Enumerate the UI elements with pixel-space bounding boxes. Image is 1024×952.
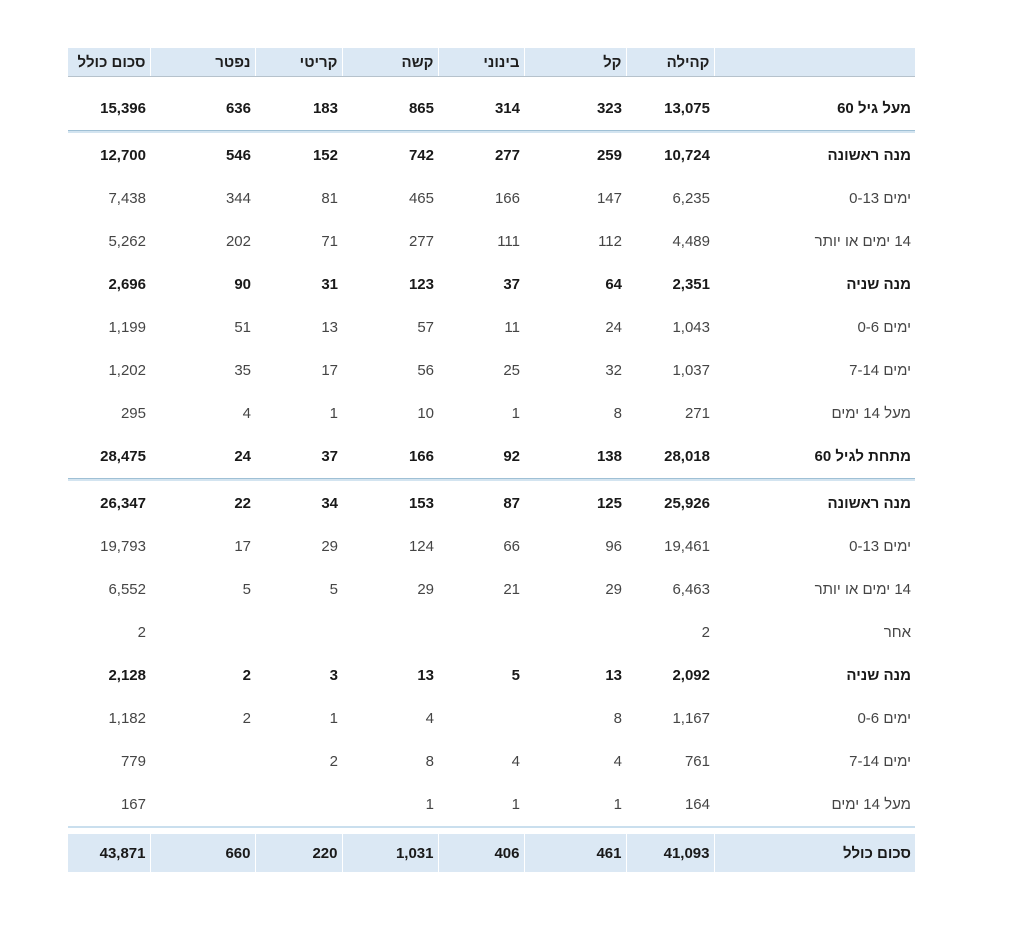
total-value-cell: 41,093 [626, 834, 714, 872]
value-cell: 153 [408, 495, 434, 512]
value-cell: 13 [321, 319, 338, 336]
value-cell: 465 [408, 190, 434, 207]
value-cell: 1 [329, 710, 338, 727]
value-cell [255, 783, 342, 826]
row-label: מתחת לגיל 60 [814, 448, 911, 465]
value-cell: 29 [417, 581, 434, 598]
column-header-rowlabels [714, 48, 915, 77]
value-cell: 17 [321, 362, 338, 379]
value-cell: 1,182 [108, 710, 146, 727]
table-row [68, 134, 915, 177]
value-cell: 277 [408, 233, 434, 250]
value-cell: 1 [613, 796, 622, 813]
value-cell: 2 [329, 753, 338, 770]
value-cell: 10 [417, 405, 434, 422]
value-cell: 779 [120, 753, 146, 770]
value-cell: 5 [242, 581, 251, 598]
value-cell [150, 783, 255, 826]
value-cell: 2,092 [672, 667, 710, 684]
value-cell: 81 [321, 190, 338, 207]
row-label: ימים 0-13 [849, 190, 911, 207]
value-cell: 295 [120, 405, 146, 422]
value-cell: 6,552 [108, 581, 146, 598]
table-row [68, 349, 915, 392]
column-header-critical: קריטי [255, 48, 342, 77]
row-label: מנה ראשונה [827, 495, 911, 512]
value-cell [342, 611, 438, 654]
value-cell [524, 611, 626, 654]
table-row [68, 525, 915, 568]
value-cell: 12,700 [100, 147, 146, 164]
value-cell: 37 [503, 276, 520, 293]
value-cell: 5 [511, 667, 520, 684]
value-cell: 25,926 [664, 495, 710, 512]
value-cell: 1,202 [108, 362, 146, 379]
value-cell: 28,475 [100, 448, 146, 465]
value-cell: 13,075 [664, 100, 710, 117]
value-cell: 1 [329, 405, 338, 422]
value-cell: 147 [596, 190, 622, 207]
column-header-severe: קשה [342, 48, 438, 77]
value-cell: 24 [234, 448, 251, 465]
value-cell: 19,461 [664, 538, 710, 555]
row-label: מנה שניה [846, 667, 911, 684]
value-cell: 1,037 [672, 362, 710, 379]
value-cell: 2 [137, 624, 146, 641]
total-row-label: סכום כולל [714, 834, 915, 872]
table-row [68, 697, 915, 740]
value-cell: 37 [321, 448, 338, 465]
value-cell: 7,438 [108, 190, 146, 207]
row-label: מעל גיל 60 [837, 100, 911, 117]
value-cell [438, 697, 524, 740]
row-label: מנה שניה [846, 276, 911, 293]
value-cell: 13 [605, 667, 622, 684]
column-header-deceased: נפטר [150, 48, 255, 77]
total-value-cell: 660 [150, 834, 255, 872]
value-cell [150, 740, 255, 783]
value-cell: 2 [242, 667, 251, 684]
column-header-community: קהילה [626, 48, 714, 77]
table-row [68, 306, 915, 349]
row-label: מעל 14 ימים [831, 796, 911, 813]
column-header-mild: קל [524, 48, 626, 77]
value-cell: 35 [234, 362, 251, 379]
value-cell: 4 [613, 753, 622, 770]
value-cell: 8 [425, 753, 434, 770]
row-label: ימים 0-6 [857, 710, 911, 727]
value-cell: 344 [225, 190, 251, 207]
spacer-row [68, 77, 915, 88]
value-cell: 87 [503, 495, 520, 512]
row-label: אחר [883, 624, 911, 641]
value-cell: 3 [329, 667, 338, 684]
value-cell: 166 [408, 448, 434, 465]
value-cell [438, 611, 524, 654]
value-cell: 66 [503, 538, 520, 555]
value-cell: 183 [312, 100, 338, 117]
value-cell: 2 [242, 710, 251, 727]
value-cell: 29 [321, 538, 338, 555]
table-row [68, 87, 915, 130]
total-row [68, 834, 915, 872]
row-label: 14 ימים או יותר [814, 233, 911, 250]
row-label: ימים 0-13 [849, 538, 911, 555]
value-cell: 2,351 [672, 276, 710, 293]
value-cell: 22 [234, 495, 251, 512]
value-cell: 21 [503, 581, 520, 598]
value-cell: 742 [408, 147, 434, 164]
row-label: ימים 7-14 [849, 753, 911, 770]
value-cell: 31 [321, 276, 338, 293]
table-row [68, 611, 915, 654]
value-cell: 125 [596, 495, 622, 512]
table-row [68, 435, 915, 478]
value-cell: 1,043 [672, 319, 710, 336]
value-cell: 1 [425, 796, 434, 813]
value-cell: 111 [497, 233, 520, 250]
value-cell: 636 [225, 100, 251, 117]
table-row [68, 783, 915, 826]
value-cell: 259 [596, 147, 622, 164]
total-value-cell: 43,871 [68, 834, 150, 872]
row-label: ימים 7-14 [849, 362, 911, 379]
value-cell: 546 [225, 147, 251, 164]
value-cell: 56 [417, 362, 434, 379]
value-cell: 15,396 [100, 100, 146, 117]
total-value-cell: 461 [524, 834, 626, 872]
value-cell: 123 [408, 276, 434, 293]
table-row [68, 654, 915, 697]
value-cell [150, 611, 255, 654]
table-row [68, 220, 915, 263]
value-cell: 124 [408, 538, 434, 555]
value-cell: 112 [598, 233, 622, 250]
value-cell: 1,199 [108, 319, 146, 336]
value-cell: 57 [417, 319, 434, 336]
value-cell: 1 [511, 405, 520, 422]
value-cell: 71 [321, 233, 338, 250]
value-cell: 4,489 [672, 233, 710, 250]
value-cell: 26,347 [100, 495, 146, 512]
value-cell: 166 [494, 190, 520, 207]
value-cell: 25 [503, 362, 520, 379]
value-cell: 4 [511, 753, 520, 770]
total-value-cell: 1,031 [342, 834, 438, 872]
column-header-moderate: בינוני [438, 48, 524, 77]
value-cell: 5 [329, 581, 338, 598]
value-cell: 64 [605, 276, 622, 293]
value-cell: 32 [605, 362, 622, 379]
table-row [68, 740, 915, 783]
value-cell: 92 [503, 448, 520, 465]
value-cell: 167 [120, 796, 146, 813]
value-cell: 2 [701, 624, 710, 641]
row-label: מנה ראשונה [827, 147, 911, 164]
total-separator [68, 826, 915, 834]
header-row [68, 48, 915, 77]
total-value-cell: 406 [438, 834, 524, 872]
row-label: מעל 14 ימים [831, 405, 911, 422]
value-cell: 6,235 [672, 190, 710, 207]
value-cell: 5,262 [108, 233, 146, 250]
value-cell: 323 [596, 100, 622, 117]
table-row [68, 568, 915, 611]
row-label: 14 ימים או יותר [814, 581, 911, 598]
column-header-total: סכום כולל [68, 48, 150, 77]
value-cell: 1,167 [672, 710, 710, 727]
value-cell: 28,018 [664, 448, 710, 465]
value-cell: 152 [312, 147, 338, 164]
value-cell: 51 [234, 319, 251, 336]
value-cell: 865 [408, 100, 434, 117]
value-cell: 138 [596, 448, 622, 465]
total-value-cell: 220 [255, 834, 342, 872]
table-row [68, 482, 915, 525]
value-cell: 1 [511, 796, 520, 813]
table-body [68, 77, 915, 873]
value-cell: 202 [225, 233, 251, 250]
table-header [68, 48, 915, 77]
table-row [68, 392, 915, 435]
value-cell: 2,128 [108, 667, 146, 684]
table-row [68, 263, 915, 306]
value-cell: 10,724 [664, 147, 710, 164]
vaccination-outcomes-table [68, 48, 915, 872]
value-cell: 96 [605, 538, 622, 555]
value-cell: 8 [613, 405, 622, 422]
value-cell: 90 [234, 276, 251, 293]
value-cell: 29 [605, 581, 622, 598]
value-cell: 271 [684, 405, 710, 422]
value-cell: 277 [494, 147, 520, 164]
value-cell: 34 [321, 495, 338, 512]
value-cell: 314 [494, 100, 520, 117]
value-cell: 2,696 [108, 276, 146, 293]
value-cell: 19,793 [100, 538, 146, 555]
value-cell: 164 [684, 796, 710, 813]
row-label: ימים 0-6 [857, 319, 911, 336]
value-cell [255, 611, 342, 654]
value-cell: 24 [605, 319, 622, 336]
value-cell: 8 [613, 710, 622, 727]
value-cell: 13 [417, 667, 434, 684]
table-row [68, 177, 915, 220]
value-cell: 4 [425, 710, 434, 727]
value-cell: 4 [242, 405, 251, 422]
value-cell: 761 [684, 753, 710, 770]
value-cell: 17 [234, 538, 251, 555]
value-cell: 6,463 [672, 581, 710, 598]
value-cell: 11 [504, 319, 520, 336]
